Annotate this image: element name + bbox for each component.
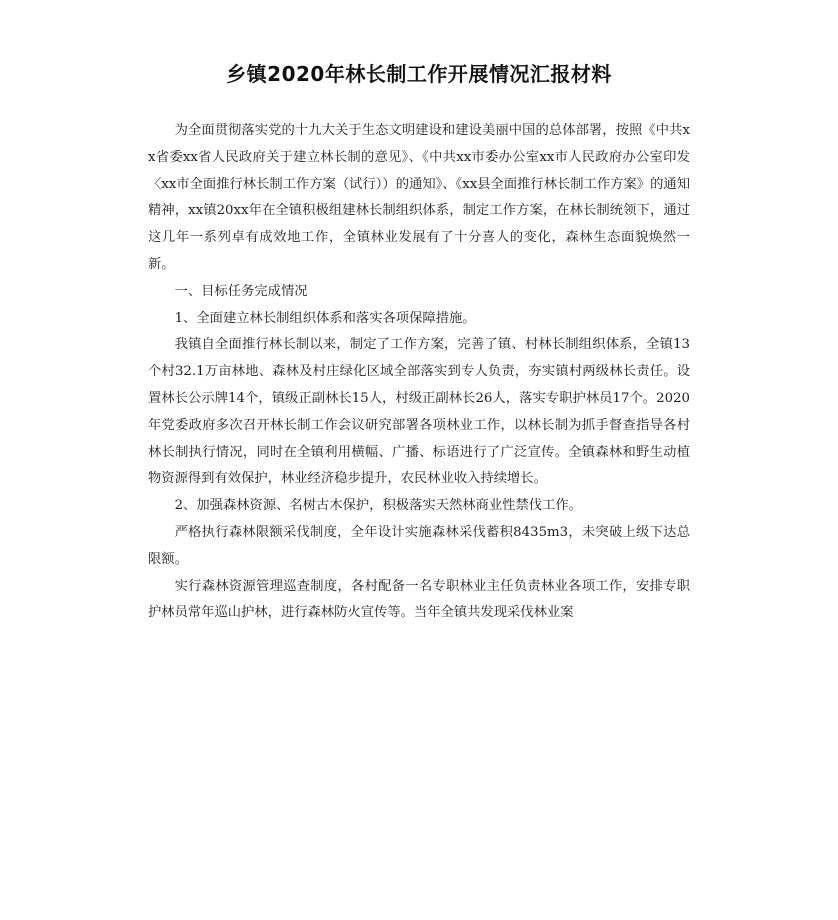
paragraph-logging-quota: 严格执行森林限额采伐制度，全年设计实施森林采伐蓄积8435m3，未突破上级下达总限额。 xyxy=(148,524,690,567)
subheading-forest-protection: 2、加强森林资源、名树古木保护，积极落实天然林商业性禁伐工作。 xyxy=(174,498,582,514)
paragraph-patrol-system: 实行森林资源管理巡查制度，各村配备一名专职林业主任负责林业各项工作，安排专职护林员常年巡山护林，进行森林防火宣传等。当年全镇共发现采伐林业案 xyxy=(148,578,690,621)
document-title: 乡镇2020年林长制工作开展情况汇报材料 xyxy=(226,62,612,86)
subheading-organization-system: 1、全面建立林长制组织体系和落实各项保障措施。 xyxy=(174,310,476,326)
paragraph-intro: 为全面贯彻落实党的十九大关于生态文明建设和建设美丽中国的总体部署，按照《中共xx省委xx省人民政府关于建立林长制的意见》、《中共xx市委办公室xx市人民政府办公室印发〈xx市全面推行林长制工作方案（试行））的通知》、《xx县全面推行林长制工作方案》的通知精神，xx镇20xx年在全镇积极组建林长制组织体系，制定工作方案，在林长制统领下，通过这几年一系列卓有成效地工作，全镇林业发展有了十分喜人的变化，森林生态面貌焕然一新。 xyxy=(148,123,690,272)
section-heading-targets: 一、目标任务完成情况 xyxy=(174,283,308,299)
paragraph-organization-details: 我镇自全面推行林长制以来，制定了工作方案，完善了镇、村林长制组织体系，全镇13个村32.1万亩林地、森林及村庄绿化区域全部落实到专人负责，夯实镇村两级林长责任。设置林长公示牌14个，镇级正副林长15人，村级正副林长26人，落实专职护林员17个。2020年党委政府多次召开林长制工作会议研究部署各项林业工作，以林长制为抓手督查指导各村林长制执行情况，同时在全镇利用横幅、广播、标语进行了广泛宣传。全镇森林和野生动植物资源得到有效保护，林业经济稳步提升，农民林业收入持续增长。 xyxy=(148,337,690,487)
document-body xyxy=(148,118,690,627)
